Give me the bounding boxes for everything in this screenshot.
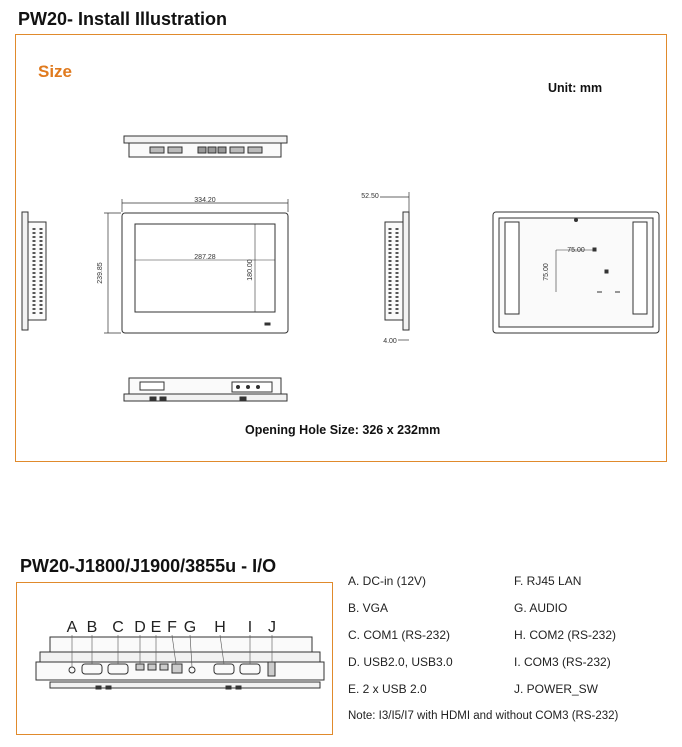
port-letter-i: I (247, 619, 253, 636)
io-item-i: I. COM3 (RS-232) (514, 655, 611, 669)
io-section-title: PW20-J1800/J1900/3855u - I/O (20, 556, 277, 576)
dim-vesa-height: 75.00 (543, 263, 550, 281)
bottom-view-drawing (124, 378, 287, 401)
io-item-d: D. USB2.0, USB3.0 (348, 655, 453, 669)
dim-height: 239.85 (97, 262, 104, 284)
front-view-drawing (104, 199, 288, 333)
io-item-f: F. RJ45 LAN (514, 574, 582, 588)
dim-width: 334.20 (194, 197, 216, 204)
port-letter-f: F (167, 619, 177, 636)
io-item-j: J. POWER_SW (514, 682, 599, 696)
port-letter-h: H (214, 619, 226, 636)
io-item-g: G. AUDIO (514, 601, 568, 615)
left-side-view-drawing (22, 212, 46, 330)
io-port-letters (67, 619, 276, 636)
port-letter-c: C (112, 619, 124, 636)
opening-hole-size: Opening Hole Size: 326 x 232mm (245, 423, 441, 437)
page-title: PW20- Install Illustration (18, 9, 228, 29)
io-note: Note: I3/I5/I7 with HDMI and without COM3 (RS-232) (348, 710, 619, 722)
right-side-view-drawing (380, 192, 409, 340)
io-panel-drawing (16, 582, 333, 735)
port-letter-b: B (86, 619, 98, 636)
port-letter-g: G (183, 619, 197, 636)
dim-depth: 52.50 (361, 193, 379, 200)
size-section-label: Size (38, 62, 73, 81)
io-item-e: E. 2 x USB 2.0 (348, 682, 427, 696)
port-letter-j: J (268, 619, 276, 636)
back-view-drawing (493, 212, 659, 333)
dim-bezel: 4.00 (383, 338, 397, 345)
dim-screen-height: 180.00 (247, 259, 254, 281)
io-item-c: C. COM1 (RS-232) (348, 628, 451, 642)
io-item-b: B. VGA (348, 601, 389, 615)
port-letter-d: D (134, 619, 146, 636)
port-letter-e: E (150, 619, 162, 636)
unit-label: Unit: mm (548, 81, 603, 95)
top-view-drawing (124, 136, 287, 157)
dim-screen-width: 287.28 (194, 254, 216, 261)
io-item-a: A. DC-in (12V) (348, 574, 427, 588)
io-item-h: H. COM2 (RS-232) (514, 628, 617, 642)
dim-vesa-width: 75.00 (567, 247, 585, 254)
port-letter-a: A (66, 619, 78, 636)
